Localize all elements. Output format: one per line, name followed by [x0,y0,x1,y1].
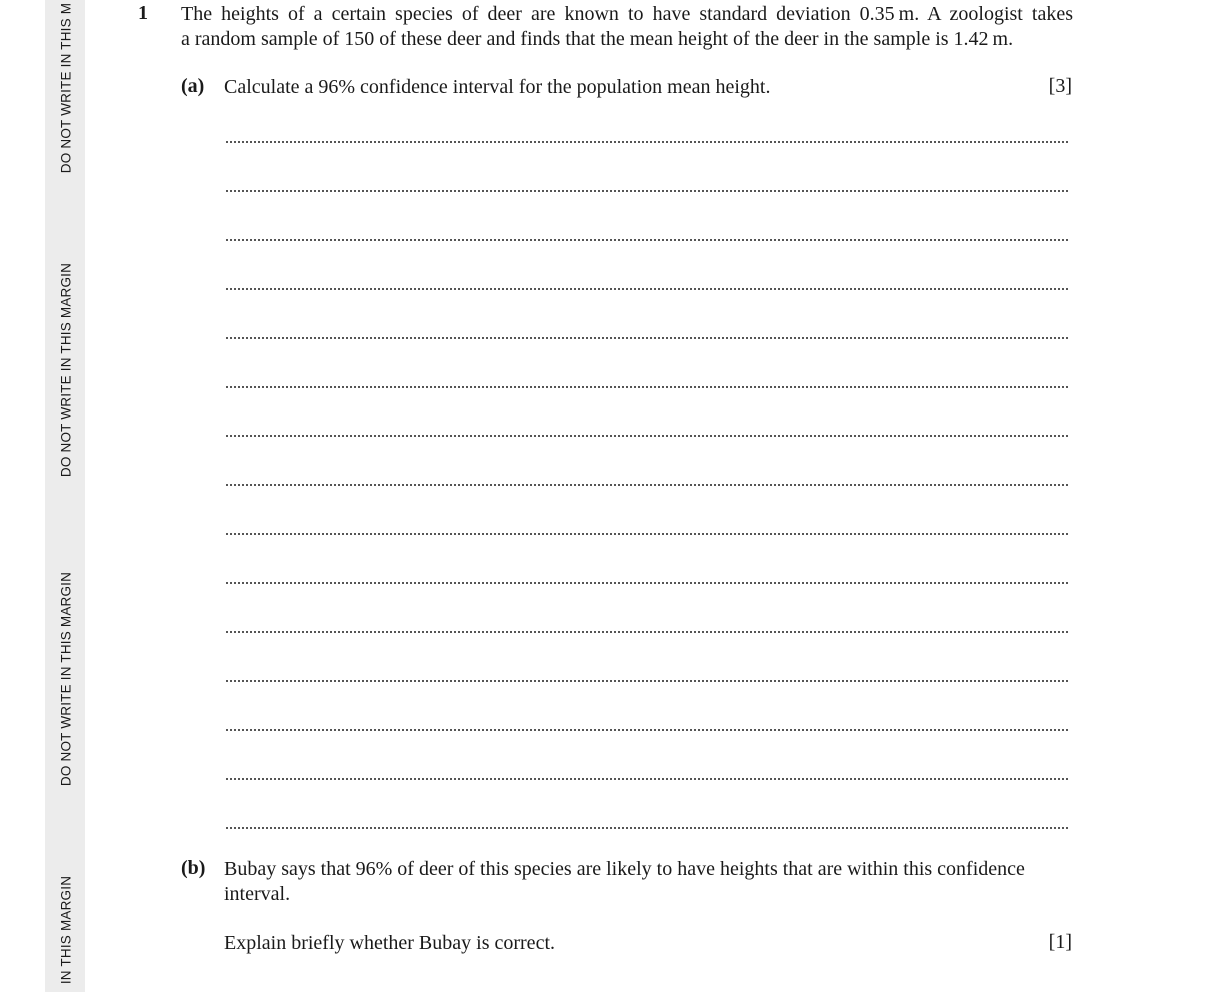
part-b-label: (b) [181,857,206,879]
part-b-text-line: interval. [224,883,291,905]
question-stem [181,2,1073,51]
part-b-text-line: Bubay says that 96% of deer of this species are likely to have heights that are within this confidence [224,858,1025,880]
answer-line[interactable] [226,141,1068,143]
answer-line[interactable] [226,778,1068,780]
answer-line[interactable] [226,533,1068,535]
margin-notice: DO NOT WRITE IN THIS M [58,2,74,174]
answer-line[interactable] [226,484,1068,486]
answer-line[interactable] [226,288,1068,290]
part-a-label: (a) [181,75,205,97]
question-stem-line: The heights of a certain species of deer are known to have standard deviation 0.35 m. A zoologist takes [181,3,1073,25]
answer-line[interactable] [226,680,1068,682]
margin-notice: DO NOT WRITE IN THIS MARGIN [58,262,74,478]
part-b-prompt: Explain briefly whether Bubay is correct. [224,932,555,954]
answer-line[interactable] [226,239,1068,241]
question-stem-line: a random sample of 150 of these deer and finds that the mean height of the deer in the sample is 1.42 m. [181,27,1014,50]
answer-line[interactable] [226,190,1068,192]
answer-line[interactable] [226,435,1068,437]
question-number: 1 [138,2,148,24]
part-a-marks: [3] [1048,75,1072,97]
part-b-marks: [1] [1048,931,1072,953]
margin-notice: IN THIS MARGIN [58,875,74,985]
part-a-text: Calculate a 96% confidence interval for the population mean height. [224,76,771,98]
answer-line[interactable] [226,386,1068,388]
answer-line[interactable] [226,337,1068,339]
margin-notice: DO NOT WRITE IN THIS MARGIN [58,571,74,787]
answer-line[interactable] [226,631,1068,633]
answer-line[interactable] [226,582,1068,584]
answer-line[interactable] [226,827,1068,829]
answer-line[interactable] [226,729,1068,731]
